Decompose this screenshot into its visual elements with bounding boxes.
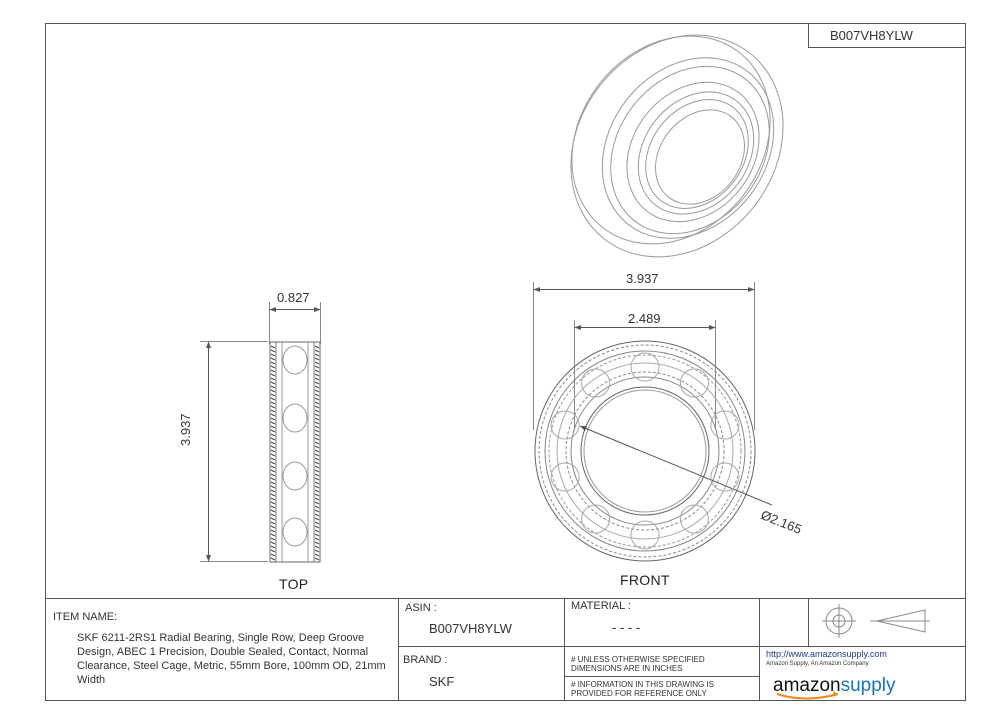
brand-value: SKF — [429, 674, 455, 689]
seal-hatch-tick — [315, 546, 319, 548]
material-label: MATERIAL : — [571, 600, 631, 612]
front-view-label: FRONT — [620, 572, 670, 588]
seal-hatch-tick — [271, 398, 275, 400]
seal-hatch-tick — [271, 514, 275, 516]
seal-hatch-tick — [315, 542, 319, 544]
seal-hatch-tick — [271, 362, 275, 364]
seal-hatch-tick — [271, 486, 275, 488]
seal-hatch-tick — [315, 382, 319, 384]
seal-hatch-tick — [271, 346, 275, 348]
bearing-ball — [680, 369, 708, 397]
seal-hatch-tick — [315, 426, 319, 428]
drawing-code: B007VH8YLW — [830, 28, 913, 43]
seal-hatch-tick — [315, 354, 319, 356]
seal-hatch-tick — [271, 350, 275, 352]
seal-hatch-tick — [315, 478, 319, 480]
seal-hatch-tick — [271, 498, 275, 500]
seal-hatch-tick — [315, 370, 319, 372]
seal-hatch-tick — [315, 378, 319, 380]
top-view-hatch — [271, 346, 319, 560]
seal-hatch-tick — [271, 370, 275, 372]
seal-hatch-tick — [315, 534, 319, 536]
seal-hatch-tick — [315, 358, 319, 360]
seal-hatch-tick — [315, 482, 319, 484]
seal-hatch-tick — [271, 402, 275, 404]
seal-hatch-tick — [315, 526, 319, 528]
seal-hatch-tick — [271, 354, 275, 356]
front-mid-dimension: 2.489 — [628, 311, 661, 326]
front-bore-dimension: Ø2.165 — [758, 507, 804, 537]
top-height-dimension: 3.937 — [178, 413, 193, 446]
seal-hatch-tick — [315, 394, 319, 396]
amazon-supply-logo — [773, 676, 896, 695]
seal-hatch-tick — [315, 414, 319, 416]
seal-hatch-tick — [271, 406, 275, 408]
seal-hatch-tick — [315, 362, 319, 364]
top-view — [200, 302, 321, 562]
seal-hatch-tick — [315, 418, 319, 420]
seal-hatch-tick — [315, 474, 319, 476]
seal-hatch-tick — [315, 430, 319, 432]
seal-hatch-tick — [271, 510, 275, 512]
seal-hatch-tick — [315, 346, 319, 348]
seal-hatch-tick — [315, 490, 319, 492]
seal-hatch-tick — [271, 538, 275, 540]
seal-hatch-tick — [315, 366, 319, 368]
isometric-view — [527, 0, 827, 299]
seal-hatch-tick — [315, 530, 319, 532]
seal-hatch-tick — [271, 422, 275, 424]
seal-hatch-tick — [271, 482, 275, 484]
seal-hatch-tick — [271, 374, 275, 376]
seal-hatch-tick — [271, 470, 275, 472]
seal-hatch-tick — [271, 382, 275, 384]
seal-hatch-tick — [271, 446, 275, 448]
projection-symbol-icon — [822, 604, 930, 638]
top-view-label: TOP — [279, 576, 309, 592]
seal-hatch-tick — [315, 518, 319, 520]
front-view-balls — [551, 353, 739, 549]
seal-hatch-tick — [271, 458, 275, 460]
seal-hatch-tick — [315, 350, 319, 352]
seal-hatch-tick — [271, 418, 275, 420]
seal-hatch-tick — [315, 502, 319, 504]
seal-hatch-tick — [271, 490, 275, 492]
seal-hatch-tick — [315, 550, 319, 552]
seal-hatch-tick — [271, 414, 275, 416]
asin-value: B007VH8YLW — [429, 621, 512, 636]
seal-hatch-tick — [271, 454, 275, 456]
front-od-dimension: 3.937 — [626, 271, 659, 286]
supplier-tagline: Amazon Supply, An Amazon Company — [766, 661, 869, 667]
seal-hatch-tick — [271, 546, 275, 548]
seal-hatch-tick — [271, 542, 275, 544]
seal-hatch-tick — [315, 514, 319, 516]
seal-hatch-tick — [315, 450, 319, 452]
seal-hatch-tick — [271, 394, 275, 396]
logo-word-supply: supply — [840, 675, 896, 696]
asin-label: ASIN : — [405, 602, 437, 614]
seal-hatch-tick — [271, 474, 275, 476]
seal-hatch-tick — [315, 522, 319, 524]
note-units: # UNLESS OTHERWISE SPECIFIED DIMENSIONS ARE IN INCHES — [571, 655, 705, 674]
item-description: SKF 6211-2RS1 Radial Bearing, Single Row, Deep Groove Design, ABEC 1 Precision, Double Sealed, Contact, Normal Clearance, Steel Cage, Metric, 55mm Bore, 100mm OD, 21mm Width — [77, 632, 386, 686]
top-width-dimension: 0.827 — [277, 290, 310, 305]
seal-hatch-tick — [271, 530, 275, 532]
material-value: - - - - — [612, 620, 641, 635]
seal-hatch-tick — [315, 398, 319, 400]
seal-hatch-tick — [271, 450, 275, 452]
seal-hatch-tick — [315, 386, 319, 388]
seal-hatch-tick — [271, 410, 275, 412]
brand-label: BRAND : — [403, 654, 448, 666]
seal-hatch-tick — [271, 554, 275, 556]
seal-hatch-tick — [271, 366, 275, 368]
seal-hatch-tick — [315, 374, 319, 376]
seal-hatch-tick — [315, 442, 319, 444]
logo-word-amazon: amazon — [773, 675, 841, 696]
seal-hatch-tick — [271, 358, 275, 360]
seal-hatch-tick — [271, 434, 275, 436]
seal-hatch-tick — [271, 426, 275, 428]
seal-hatch-tick — [315, 538, 319, 540]
seal-hatch-tick — [315, 422, 319, 424]
seal-hatch-tick — [315, 410, 319, 412]
seal-hatch-tick — [315, 486, 319, 488]
seal-hatch-tick — [315, 402, 319, 404]
seal-hatch-tick — [315, 458, 319, 460]
seal-hatch-tick — [315, 554, 319, 556]
seal-hatch-tick — [315, 466, 319, 468]
seal-hatch-tick — [271, 558, 275, 560]
item-name-label: ITEM NAME: — [53, 611, 118, 623]
seal-hatch-tick — [271, 478, 275, 480]
seal-hatch-tick — [271, 502, 275, 504]
note-reference: # INFORMATION IN THIS DRAWING IS PROVIDED FOR REFERENCE ONLY — [571, 680, 714, 699]
seal-hatch-tick — [271, 518, 275, 520]
seal-hatch-tick — [315, 558, 319, 560]
supplier-url[interactable]: http://www.amazonsupply.com — [766, 649, 887, 659]
seal-hatch-tick — [271, 522, 275, 524]
seal-hatch-tick — [271, 534, 275, 536]
seal-hatch-tick — [315, 462, 319, 464]
seal-hatch-tick — [271, 466, 275, 468]
seal-hatch-tick — [271, 438, 275, 440]
seal-hatch-tick — [271, 442, 275, 444]
seal-hatch-tick — [271, 386, 275, 388]
seal-hatch-tick — [271, 430, 275, 432]
seal-hatch-tick — [315, 406, 319, 408]
seal-hatch-tick — [315, 498, 319, 500]
seal-hatch-tick — [315, 446, 319, 448]
seal-hatch-tick — [315, 506, 319, 508]
seal-hatch-tick — [271, 506, 275, 508]
seal-hatch-tick — [271, 550, 275, 552]
seal-hatch-tick — [271, 462, 275, 464]
seal-hatch-tick — [271, 526, 275, 528]
seal-hatch-tick — [315, 434, 319, 436]
seal-hatch-tick — [315, 494, 319, 496]
seal-hatch-tick — [315, 438, 319, 440]
seal-hatch-tick — [315, 454, 319, 456]
seal-hatch-tick — [271, 494, 275, 496]
seal-hatch-tick — [315, 390, 319, 392]
seal-hatch-tick — [315, 470, 319, 472]
seal-hatch-tick — [315, 510, 319, 512]
seal-hatch-tick — [271, 390, 275, 392]
seal-hatch-tick — [271, 378, 275, 380]
